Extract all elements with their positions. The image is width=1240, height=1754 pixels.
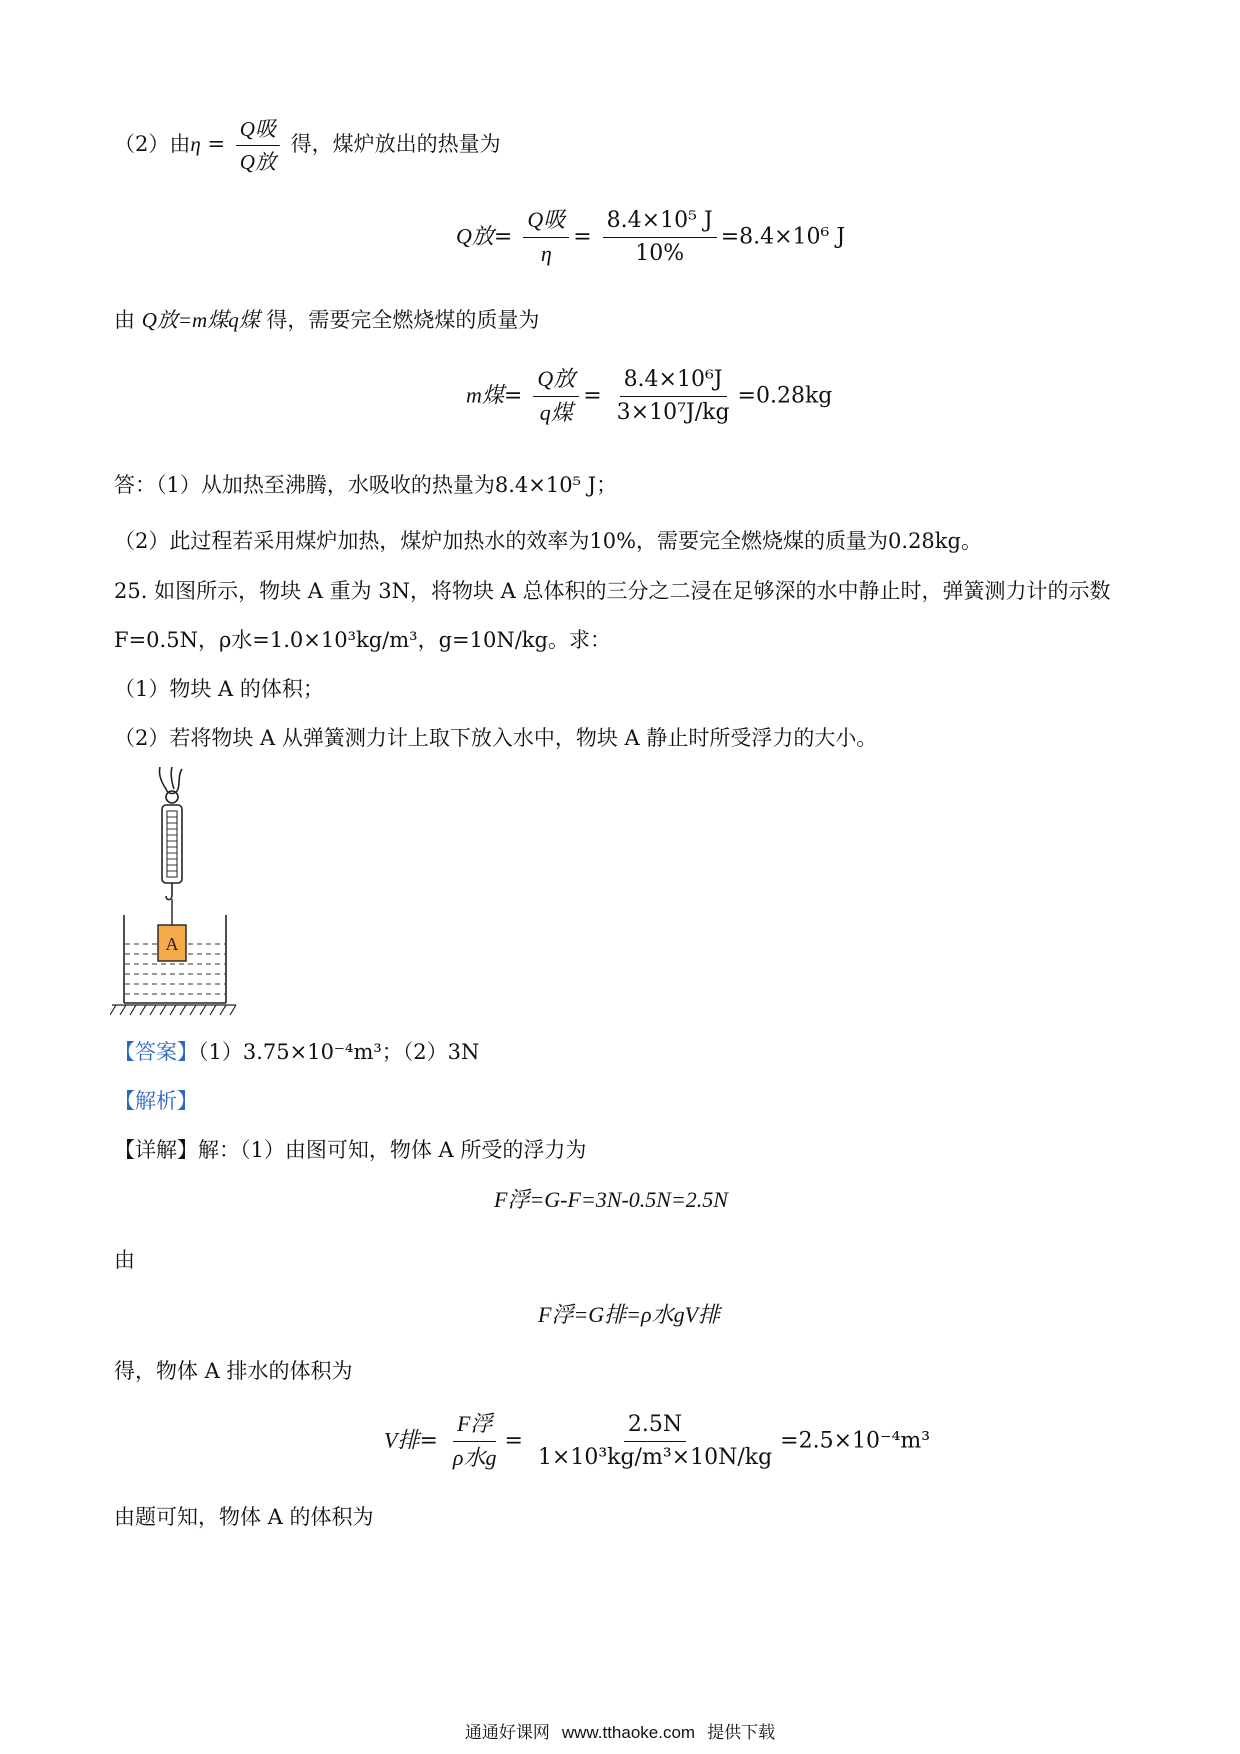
footer-site: 通通好课网 [464, 1723, 550, 1742]
formula-text: F浮=G-F=3N-0.5N=2.5N [494, 1187, 728, 1212]
equals-sign: = [207, 132, 226, 156]
hook-icon [166, 883, 172, 900]
fraction-2 [613, 366, 734, 427]
text-suffix: 得，煤炉放出的热量为 [290, 132, 501, 156]
eta-definition-line [114, 115, 501, 176]
formula-lhs: V排 [384, 1427, 420, 1453]
denominator: q煤 [539, 400, 573, 425]
detail-row [114, 1135, 586, 1165]
denominator: 3×10⁷J/kg [616, 400, 730, 425]
hand-icon [159, 767, 182, 803]
you-line: 由 [114, 1248, 135, 1272]
page-footer [0, 1718, 1240, 1743]
formula-q-released [456, 206, 845, 269]
last-line: 由题可知，物体 A 的体积为 [114, 1505, 374, 1529]
numerator: Q吸 [527, 207, 566, 232]
formula-lhs: Q放 [456, 223, 494, 249]
analysis-row [114, 1086, 198, 1116]
q-absorbed: Q吸 [239, 117, 276, 141]
detail-text: 解：（1）由图可知，物体 A 所受的浮力为 [198, 1138, 587, 1162]
equals-sign: = [419, 1428, 438, 1454]
fraction-1 [523, 206, 569, 269]
question-25-sub-1: （1）物块 A 的体积； [114, 677, 324, 701]
formula-coal-mass [466, 365, 832, 428]
numerator: Q放 [537, 366, 576, 391]
answer-row [114, 1037, 479, 1067]
denominator: η [540, 241, 552, 266]
fraction-2 [534, 1411, 776, 1472]
de-line: 得，物体 A 排水的体积为 [114, 1359, 353, 1383]
question-25-line-1: 25. 如图所示，物块 A 重为 3N，将物块 A 总体积的三分之二浸在足够深的水中静止时，弹簧测力计的示数 [114, 579, 1111, 603]
heat-formula-line [114, 305, 539, 335]
footer-tail: 提供下载 [707, 1723, 776, 1742]
formula-buoyancy [494, 1183, 728, 1214]
heat-expression: Q放=m煤q煤 [141, 308, 260, 332]
formula-result: =2.5×10⁻⁴m³ [780, 1428, 931, 1454]
denominator: 10% [635, 241, 685, 266]
equals-sign: = [583, 383, 602, 409]
eta-symbol: η [190, 132, 201, 156]
equals-sign: = [504, 1428, 523, 1454]
denominator: 1×10³kg/m³×10N/kg [537, 1445, 773, 1470]
equals-sign: = [493, 224, 513, 250]
fraction-1 [533, 365, 579, 428]
fraction-1 [449, 1410, 501, 1473]
numerator: F浮 [456, 1411, 493, 1436]
numerator: 8.4×10⁶J [620, 366, 727, 397]
formula-result: =8.4×10⁶ J [720, 224, 846, 250]
denominator: ρ水g [452, 1445, 497, 1470]
footer-url[interactable]: www.tthaoke.com [561, 1723, 696, 1742]
text-prefix: 由 [114, 308, 135, 332]
numerator: 8.4×10⁵ J [603, 207, 717, 238]
answer-text: （1）3.75×10⁻⁴m³；（2）3N [198, 1040, 480, 1064]
detail-tag: 【详解】 [114, 1138, 198, 1162]
formula-displaced-volume [384, 1410, 930, 1473]
question-25-sub-2: （2）若将物块 A 从弹簧测力计上取下放入水中，物块 A 静止时所受浮力的大小。 [114, 726, 878, 750]
answer-line-1: 答：（1）从加热至沸腾，水吸收的热量为8.4×10⁵ J； [114, 473, 618, 497]
equals-sign: = [573, 224, 592, 250]
efficiency-fraction [236, 115, 280, 176]
numerator: 2.5N [624, 1411, 686, 1442]
spring-scale-figure [110, 765, 250, 1020]
text-prefix: （2）由 [114, 132, 191, 156]
q-released: Q放 [239, 150, 276, 174]
answer-line-2: （2）此过程若采用煤炉加热，煤炉加热水的效率为10%，需要完全燃烧煤的质量为0.28kg。 [114, 529, 982, 553]
analysis-tag: 【解析】 [114, 1089, 198, 1113]
ground-hatching [110, 1005, 236, 1015]
question-25-line-2: F=0.5N，ρ水=1.0×10³kg/m³，g=10N/kg。求： [114, 628, 611, 652]
fraction-2 [603, 207, 717, 268]
formula-result: =0.28kg [737, 383, 833, 409]
block-a-label: A [165, 934, 179, 954]
text-suffix: 得，需要完全燃烧煤的质量为 [266, 308, 540, 332]
spring-scale-window [167, 811, 177, 877]
formula-text: F浮=G排=ρ水gV排 [538, 1302, 721, 1327]
answer-tag: 【答案】 [114, 1040, 198, 1064]
formula-lhs: m煤 [466, 382, 504, 408]
formula-archimedes [538, 1298, 720, 1329]
equals-sign: = [503, 383, 523, 409]
